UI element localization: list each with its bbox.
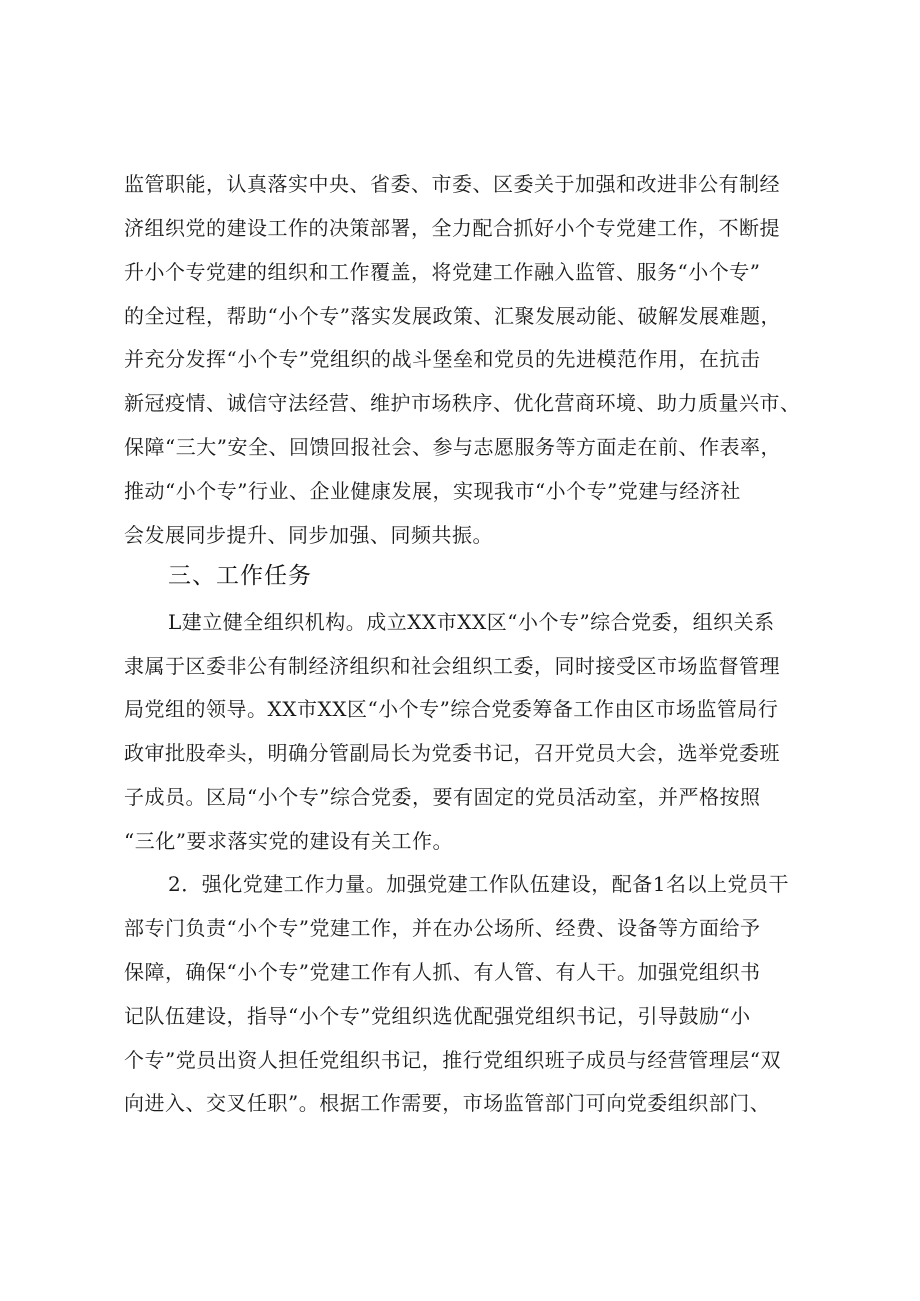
- text-line: 保障，确保“小个专”党建工作有人抓、有人管、有人干。加强党组织书: [124, 960, 761, 984]
- text-line: 济组织党的建设工作的决策部署，全力配合抓好小个专党建工作，不断提: [124, 216, 780, 240]
- text-line: 并充分发挥“小个专”党组织的战斗堡垒和党员的先进模范作用，在抗击: [124, 347, 761, 371]
- text-line: 2．强化党建工作力量。加强党建工作队伍建设，配备1名以上党员干: [168, 872, 789, 896]
- text-line: 新冠疫情、诚信守法经营、维护市场秩序、优化营商环境、助力质量兴市、: [124, 391, 801, 415]
- text-line: “三化”要求落实党的建设有关工作。: [124, 829, 453, 853]
- text-line: 向进入、交叉任职”。根据工作需要，市场监管部门可向党委组织部门、: [124, 1091, 771, 1115]
- text-line: 子成员。区局“小个专”综合党委，要有固定的党员活动室，并严格按照: [124, 785, 761, 809]
- text-line: 局党组的领导。XX市XX区“小个专”综合党委筹备工作由区市场监管局行: [124, 697, 779, 721]
- text-line: 升小个专党建的组织和工作覆盖，将党建工作融入监管、服务“小个专”: [124, 260, 761, 284]
- text-line: 的全过程，帮助“小个专”落实发展政策、汇聚发展动能、破解发展难题，: [124, 304, 781, 328]
- text-line: L建立健全组织机构。成立XX市XX区“小个专”综合党委，组织关系: [168, 610, 775, 634]
- text-line: 个专”党员出资人担任党组织书记，推行党组织班子成员与经营管理层“双: [124, 1048, 781, 1072]
- section-heading: 三、工作任务: [168, 563, 312, 589]
- text-line: 政审批股牵头，明确分管副局长为党委书记，召开党员大会，选举党委班: [124, 741, 780, 765]
- text-line: 保障“三大”安全、回馈回报社会、参与志愿服务等方面走在前、作表率，: [124, 435, 781, 459]
- text-line: 推动“小个专”行业、企业健康发展，实现我市“小个专”党建与经济社: [124, 479, 741, 503]
- text-line: 记队伍建设，指导“小个专”党组织选优配强党组织书记，引导鼓励“小: [124, 1004, 751, 1028]
- text-line: 隶属于区委非公有制经济组织和社会组织工委，同时接受区市场监督管理: [124, 654, 780, 678]
- text-line: 部专门负责“小个专”党建工作，并在办公场所、经费、设备等方面给予: [124, 916, 761, 940]
- text-line: 监管职能，认真落实中央、省委、市委、区委关于加强和改进非公有制经: [124, 172, 780, 196]
- text-line: 会发展同步提升、同步加强、同频共振。: [124, 523, 493, 547]
